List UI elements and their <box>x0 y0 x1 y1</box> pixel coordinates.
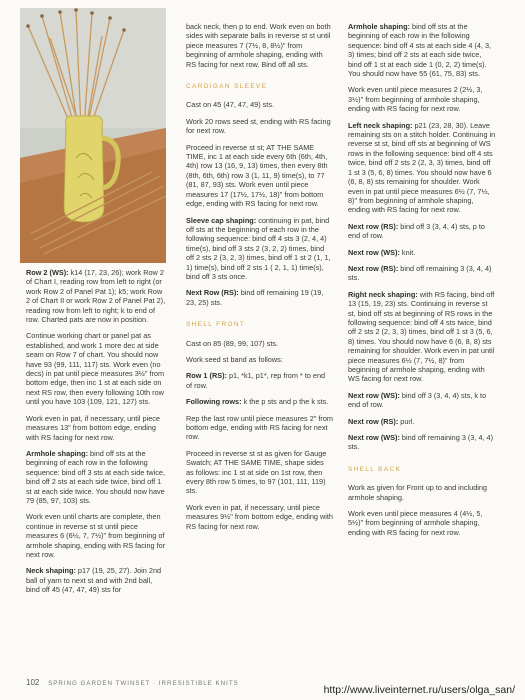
running-footer-text: SPRING GARDEN TWINSET · IRRESISTIBLE KNITS <box>48 680 239 687</box>
section-heading-cardigan-sleeve: CARDIGAN SLEEVE <box>186 83 268 91</box>
paragraph: Next row (WS): knit. <box>348 247 416 257</box>
paragraph: Next row (RS): purl. <box>348 416 415 426</box>
paragraph: Work even in pat, if necessary, until piece measures 9½" from bottom edge, ending with RS facing for next row. <box>186 502 333 531</box>
paragraph: Row 1 (RS): p1, *k1, p1*, rep from * to end of row. <box>186 371 326 390</box>
paragraph: Armhole shaping: bind off sts at the beginning of each row in the following sequence: bind off 4 sts at each side 4 (4, 3, 3) times; bind off 2 sts at each side twice, bind off 1 st at each side 1 (0, 2, 2) time(s). You should now have 55 (61, 75, 83) sts. <box>348 22 492 79</box>
paragraph: Right neck shaping: with RS facing, bind off 13 (15, 19, 23) sts. Continuing in reverse st st, bind off sts at beginning of RS rows in the following sequence: bind off 4 sts twice, bind off 2 sts 2 (2, 3, 3) times, bind off 1 st 3 (5, 6, 8) times. You should now have 6 (6, 8, 8) sts remaining for shoulder. Work even in pat until piece measures 6½ (7, 7½, 8)" from beginning of armhole shaping, ending with WS facing for next row. <box>348 289 495 384</box>
paragraph: Proceed in reverse st st; AT THE SAME TIME, inc 1 at each side every 6th (6th, 4th, 4th) row 13 (16, 9, 13) times, then every 8th (8th, 6th, 6th) row 3 (1, 11, 9) time(s), to 77 (81, 87, 93) sts. Work even until piece measures 17 (17½, 17½, 18)" from bottom edge, ending with RS facing for next row. <box>186 142 328 209</box>
column-1 <box>26 268 167 602</box>
paragraph: Rep the last row until piece measures 2" from bottom edge, ending with RS facing for next row. <box>186 413 333 442</box>
paragraph: Sleeve cap shaping: continuing in pat, bind off sts at the beginning of each row in the following sequence: bind off 4 sts 3 (2, 4, 4) time(s), bind off 3 sts 2 (3, 2, 2) times, bind off 2 sts 2 (3, 2, 3) times, bind off 1 st 2 (1, 1, 1) time(s), bind off 2 sts 1 ( 2, 1, 1) time(s), bind off 3 sts once. <box>186 215 331 281</box>
paragraph: Work even until charts are complete, then continue in reverse st st until piece measures 6 (6½, 7, 7½)" from beginning of armhole shaping, ending with RS facing for next row. <box>26 512 166 559</box>
section-heading-shell-back: SHELL BACK <box>348 465 402 473</box>
paragraph: Armhole shaping: bind off sts at the beginning of each row in the following sequence: bind off 3 sts at each side twice, bind off 2 sts at each side twice, bind off 1 st at each side twice. You should now have 79 (85, 97, 103) sts. <box>26 448 165 505</box>
paragraph: Work even until piece measures 2 (2½, 3, 3½)" from beginning of armhole shaping, ending with RS facing for next row. <box>348 85 483 114</box>
watermark-url: http://www.liveinternet.ru/users/olga_san/ <box>323 684 515 696</box>
paragraph: Following rows: k the p sts and p the k sts. <box>186 397 329 407</box>
paragraph: Work as given for Front up to and including armhole shaping. <box>348 483 487 502</box>
paragraph: Next row (RS): bind off 3 (3, 4, 4) sts, p to end of row. <box>348 221 485 241</box>
paragraph: Row 2 (WS): k14 (17, 23, 26); work Row 2 of Chart I, reading row from left to right (or work Row 2 of Panel Pat 1); k5; work Row 2 of Chart II or work Row 2 of Panel Pat 2), reading row from left to right; k to end of row. Charted pats are now in position. <box>26 268 166 325</box>
paragraph: Next row (RS): bind off remaining 3 (3, 4, 4) sts. <box>348 263 492 283</box>
paragraph: Proceed in reverse st st as given for Gauge Swatch; AT THE SAME TIME, shape sides as follows: inc 1 st at side on 1st row, then every 8th row 5 times, to 97 (101, 111, 119) sts. <box>186 448 327 496</box>
paragraph: Work even until piece measures 4 (4½, 5, 5½)" from beginning of armhole shaping, ending with RS facing for next row. <box>348 509 483 537</box>
paragraph: Cast on 85 (89, 99, 107) sts. <box>186 338 279 348</box>
paragraph: Next row (WS): bind off remaining 3 (3, 4, 4) sts. <box>348 433 494 452</box>
paragraph: Cast on 45 (47, 47, 49) sts. <box>186 100 275 110</box>
knitting-needles-photo <box>20 8 166 263</box>
paragraph: back neck, then p to end. Work even on both sides with separate balls in reverse st st until piece measures 7 (7½, 8, 8½)" from beginning of armhole shaping, ending with RS facing for next row. Bind off all sts. <box>186 22 331 69</box>
paragraph: Work even in pat, if necessary, until piece measures 13" from bottom edge, ending with RS facing for next row. <box>26 413 160 442</box>
photo-illustration <box>20 8 166 263</box>
paragraph: Next Row (RS): bind off remaining 19 (19, 23, 25) sts. <box>186 288 324 307</box>
page-footer <box>26 678 239 687</box>
column-2 <box>186 22 333 538</box>
paragraph: Continue working chart or panel pat as established, and work 1 more dec at side seam on Row 7 of chart. You should now have 93 (99, 111, 117) sts. Work even (no decs) in pat until piece measures 3½" from bottom edge, then inc 1 st at each side on next RS row, then every following 10th row until you have 103 (109, 121, 127) sts. <box>26 331 165 407</box>
paragraph: Left neck shaping: p21 (23, 28, 30). Leave remaining sts on a stitch holder. Continuing in reverse st st, bind off sts at beginning of WS rows in the following sequence: bind off 4 sts twice, bind off 2 sts 2 (2, 3, 3) times, bind off 1 st 3 (5, 6, 8) times. You should now have 6 (6, 8, 8) sts remaining for shoulder. Work even in pat until piece measures 6½ (7, 7½, 8)" from beginning of armhole shaping, ending with RS facing for next row. <box>348 120 496 215</box>
page-number: 102 <box>26 678 40 687</box>
paragraph: Next row (WS): bind off 3 (3, 4, 4) sts, k to end of row. <box>348 390 487 410</box>
paragraph: Work 20 rows seed st, ending with RS facing for next row. <box>186 116 331 136</box>
paragraph: Neck shaping: p17 (19, 25, 27). Join 2nd ball of yarn to next st and with 2nd ball, bind off 45 (47, 47, 49) sts for <box>26 566 162 595</box>
paragraph: Work seed st band as follows: <box>186 354 283 364</box>
column-3 <box>348 22 496 544</box>
section-heading-shell-front: SHELL FRONT <box>186 321 246 329</box>
